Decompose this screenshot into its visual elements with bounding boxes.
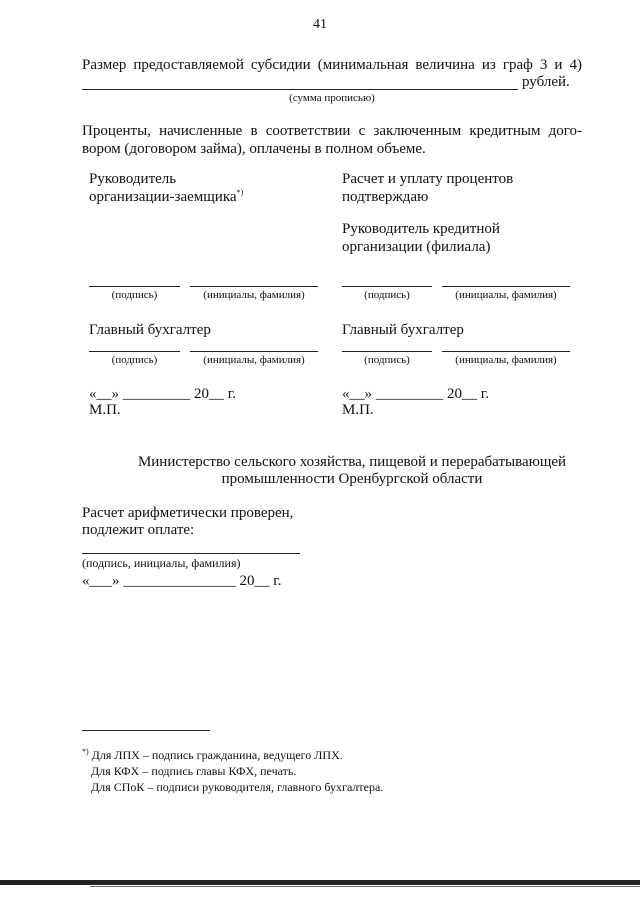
interest-line-1: Проценты, начисленные в соответствии с заключенным кредитным дого- bbox=[82, 123, 582, 139]
borrower-head-text: организации-заемщика bbox=[89, 189, 237, 205]
left-sign-line-2 bbox=[89, 351, 180, 352]
subsidy-sum-line bbox=[82, 89, 518, 90]
ministry-line-1: Министерство сельского хозяйства, пищевой и перерабатывающей bbox=[137, 454, 567, 470]
left-sign-line-1 bbox=[89, 286, 180, 287]
page-number: 41 bbox=[313, 17, 327, 32]
verification-line-2: подлежит оплате: bbox=[82, 522, 195, 538]
left-date-line: «__» _________ 20__ г. bbox=[89, 386, 236, 402]
right-name-caption-1: (инициалы, фамилия) bbox=[455, 289, 557, 301]
verification-sign-line bbox=[82, 553, 300, 554]
footnote-text-1: Для ЛПХ – подпись гражданина, ведущего ЛПХ. bbox=[88, 748, 343, 762]
bank-head-title-2: организации (филиала) bbox=[342, 239, 491, 255]
left-chief-accountant: Главный бухгалтер bbox=[89, 322, 211, 338]
left-name-line-1 bbox=[190, 286, 318, 287]
verification-line-1: Расчет арифметически проверен, bbox=[82, 505, 294, 521]
scan-bottom-edge bbox=[0, 880, 640, 885]
right-sign-line-2 bbox=[342, 351, 432, 352]
right-name-line-1 bbox=[442, 286, 570, 287]
bank-head-title-1: Руководитель кредитной bbox=[342, 221, 500, 237]
borrower-head-title-1: Руководитель bbox=[89, 171, 177, 187]
left-sign-caption-2: (подпись) bbox=[111, 354, 158, 366]
borrower-head-title-2 bbox=[89, 188, 243, 206]
right-name-caption-2: (инициалы, фамилия) bbox=[455, 354, 557, 366]
left-name-line-2 bbox=[190, 351, 318, 352]
right-seal: М.П. bbox=[342, 402, 374, 418]
footnote-marker: *) bbox=[236, 188, 244, 197]
verification-caption: (подпись, инициалы, фамилия) bbox=[82, 556, 241, 570]
footnote-line-2: Для КФХ – подпись главы КФХ, печать. bbox=[91, 764, 297, 778]
footnote-line-1 bbox=[82, 748, 343, 762]
footnote-line-3: Для СПоК – подписи руководителя, главного бухгалтера. bbox=[91, 780, 384, 794]
footnote-separator bbox=[82, 730, 210, 731]
right-date-line: «__» _________ 20__ г. bbox=[342, 386, 489, 402]
sum-caption: (сумма прописью) bbox=[289, 92, 375, 104]
left-name-caption-1: (инициалы, фамилия) bbox=[203, 289, 305, 301]
scan-bottom-edge-thin bbox=[90, 886, 640, 887]
footnote-mark: *) bbox=[82, 747, 89, 756]
right-sign-caption-2: (подпись) bbox=[364, 354, 410, 366]
rubles-label: рублей. bbox=[522, 74, 570, 90]
subsidy-line: Размер предоставляемой субсидии (минимальная величина из граф 3 и 4) bbox=[82, 57, 582, 73]
confirm-line-2: подтверждаю bbox=[342, 189, 429, 205]
left-name-caption-2: (инициалы, фамилия) bbox=[203, 354, 305, 366]
left-seal: М.П. bbox=[89, 402, 121, 418]
right-sign-line-1 bbox=[342, 286, 432, 287]
right-chief-accountant: Главный бухгалтер bbox=[342, 322, 464, 338]
right-name-line-2 bbox=[442, 351, 570, 352]
confirm-line-1: Расчет и уплату процентов bbox=[342, 171, 514, 187]
right-sign-caption-1: (подпись) bbox=[364, 289, 410, 301]
interest-line-2: вором (договором займа), оплачены в полном объеме. bbox=[82, 141, 426, 157]
left-sign-caption-1: (подпись) bbox=[111, 289, 158, 301]
ministry-line-2: промышленности Оренбургской области bbox=[221, 471, 483, 487]
verification-date-line: «___» _______________ 20__ г. bbox=[82, 573, 282, 589]
